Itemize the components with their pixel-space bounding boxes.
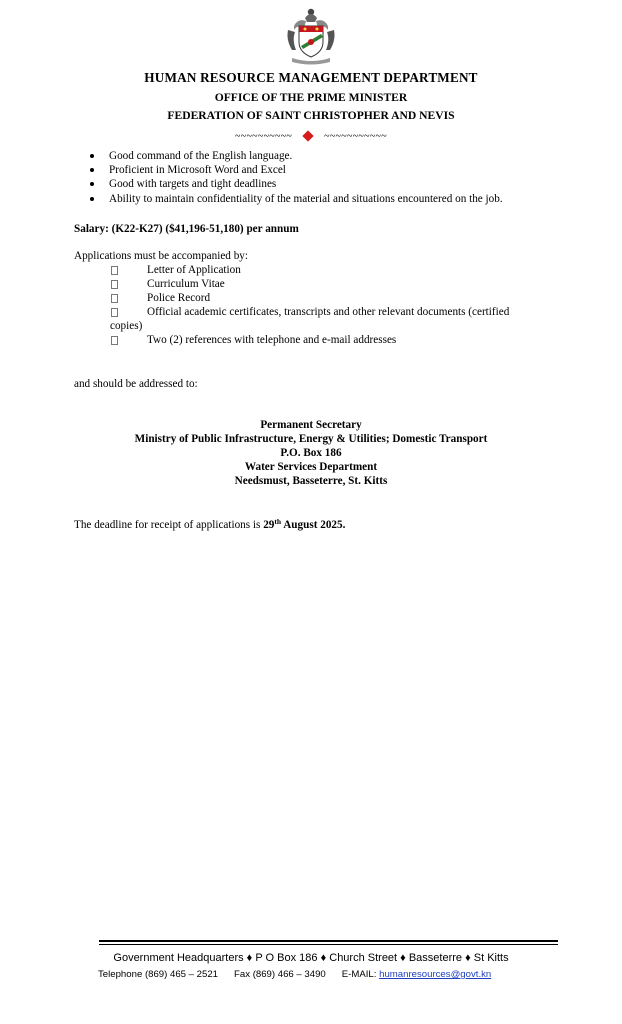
footer-email-link[interactable]: humanresources@govt.kn xyxy=(379,969,492,980)
federation-title: FEDERATION OF SAINT CHRISTOPHER AND NEVIS xyxy=(167,109,455,122)
red-diamond-icon xyxy=(302,131,313,142)
address-line: Needsmust, Basseterre, St. Kitts xyxy=(234,475,388,487)
checkbox-glyph-icon xyxy=(111,308,118,317)
list-item: Good with targets and tight deadlines xyxy=(74,177,574,191)
address-line: P.O. Box 186 xyxy=(280,447,342,459)
list-item: Good command of the English language. xyxy=(74,149,574,163)
qualifications-list xyxy=(74,149,574,206)
footer-rule-thin xyxy=(99,944,558,945)
divider-tilde-left: ~~~~~~~~~~ xyxy=(235,130,293,142)
mailing-address xyxy=(0,418,622,488)
footer-fax: Fax (869) 466 – 3490 xyxy=(234,969,326,980)
bullet-icon xyxy=(90,182,94,186)
checkbox-glyph-icon xyxy=(111,294,118,303)
list-item: Curriculum Vitae xyxy=(110,277,560,291)
list-item: Police Record xyxy=(110,291,560,305)
accompanied-label: Applications must be accompanied by: xyxy=(74,250,248,262)
bullet-icon xyxy=(90,197,94,201)
footer-rule xyxy=(99,940,558,942)
header-divider xyxy=(0,127,622,141)
checkbox-glyph-icon xyxy=(111,280,118,289)
list-item: Ability to maintain confidentiality of the material and situations encountered on the job. xyxy=(74,192,574,206)
list-item: Letter of Application xyxy=(110,263,560,277)
footer-telephone: Telephone (869) 465 – 2521 xyxy=(98,969,219,980)
address-line: Ministry of Public Infrastructure, Energy & Utilities; Domestic Transport xyxy=(134,433,488,445)
footer-contacts xyxy=(98,969,491,980)
footer-email-label: E-MAIL: xyxy=(341,969,380,980)
salary-line: Salary: (K22-K27) ($41,196-51,180) per annum xyxy=(74,223,299,235)
department-title: HUMAN RESOURCE MANAGEMENT DEPARTMENT xyxy=(144,70,478,85)
office-title: OFFICE OF THE PRIME MINISTER xyxy=(214,91,408,104)
checkbox-glyph-icon xyxy=(111,336,118,345)
checkbox-glyph-icon xyxy=(111,266,118,275)
address-line: Permanent Secretary xyxy=(260,419,362,431)
footer-address: Government Headquarters ♦ P O Box 186 ♦ Church Street ♦ Basseterre ♦ St Kitts xyxy=(113,952,509,964)
list-item: Official academic certificates, transcripts and other relevant documents (certified copies) xyxy=(110,306,510,332)
bullet-icon xyxy=(90,168,94,172)
deadline-line: The deadline for receipt of applications is 29th August 2025. xyxy=(74,517,346,531)
requirements-list xyxy=(110,263,560,347)
addressed-label: and should be addressed to: xyxy=(74,378,198,390)
list-item: Proficient in Microsoft Word and Excel xyxy=(74,163,574,177)
deadline-date: 29th August 2025. xyxy=(263,517,346,531)
bullet-icon xyxy=(90,154,94,158)
divider-tilde-right: ~~~~~~~~~~~ xyxy=(324,130,387,142)
list-item: Two (2) references with telephone and e-mail addresses xyxy=(110,333,560,347)
address-line: Water Services Department xyxy=(244,461,378,473)
coat-of-arms-icon xyxy=(284,6,338,66)
